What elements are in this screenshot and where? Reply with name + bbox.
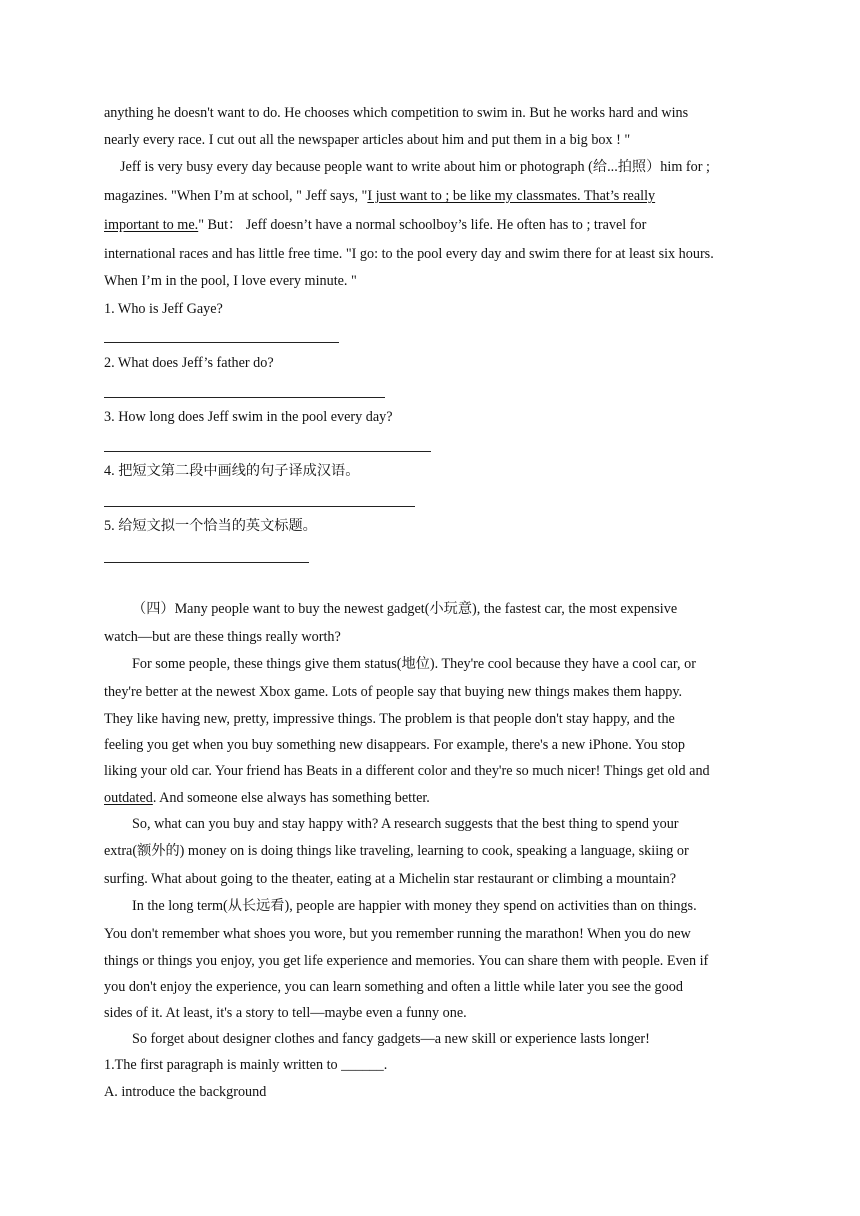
passage-line (104, 788, 430, 808)
passage-line: anything he doesn't want to do. He chooses which competition to swim in. But he works hard and wins (104, 105, 689, 121)
answer-line (104, 506, 415, 507)
underlined-sentence: I just want to ; be like my classmates. That’s really (367, 188, 656, 204)
underlined-word: outdated (104, 790, 153, 806)
passage-line: watch—but are these things really worth? (104, 629, 341, 645)
passage-line: things or things you enjoy, you get life experience and memories. You can share them with people. Even if (104, 953, 709, 969)
passage-line: So forget about designer clothes and fancy gadgets—a new skill or experience lasts longer! (132, 1031, 650, 1047)
question: 3. How long does Jeff swim in the pool every day? (104, 409, 393, 425)
passage-line (104, 215, 646, 235)
passage-line: surfing. What about going to the theater, eating at a Michelin star restaurant or climbing a mountain? (104, 871, 677, 887)
passage-line: You don't remember what shoes you wore, but you remember running the marathon! When you do new (104, 926, 691, 942)
answer-line (104, 342, 339, 343)
text-segment: . And someone else always has something better. (152, 790, 430, 806)
answer-option: A. introduce the background (104, 1084, 267, 1100)
passage-line: Jeff is very busy every day because people want to write about him or photograph (给...拍照）him for ; (120, 159, 710, 175)
passage-line: you don't enjoy the experience, you can learn something and often a little while later you see the good (104, 979, 683, 995)
passage-line: international races and has little free time. "I go: to the pool every day and swim there for at least six hours. (104, 246, 714, 262)
passage-line: feeling you get when you buy something new disappears. For example, there's a new iPhone. You stop (104, 737, 685, 753)
passage-line (104, 186, 655, 206)
question: 1. Who is Jeff Gaye? (104, 301, 223, 317)
underlined-sentence: important to me. (104, 217, 199, 233)
passage-line: So, what can you buy and stay happy with? A research suggests that the best thing to spend your (132, 816, 679, 832)
question: 1.The first paragraph is mainly written to ______. (104, 1057, 388, 1073)
passage-line: They like having new, pretty, impressive things. The problem is that people don't stay happy, and the (104, 711, 675, 727)
answer-line (104, 451, 431, 452)
passage-line: liking your old car. Your friend has Beats in a different color and they're so much nicer! Things get old and (104, 763, 710, 779)
question: 5. 给短文拟一个恰当的英文标题。 (104, 518, 317, 534)
passage-line: For some people, these things give them status(地位). They're cool because they have a cool car, or (132, 656, 696, 672)
passage-line: sides of it. At least, it's a story to tell—maybe even a funny one. (104, 1005, 467, 1021)
question: 2. What does Jeff’s father do? (104, 355, 274, 371)
passage-line: （四）Many people want to buy the newest gadget(小玩意), the fastest car, the most expensive (132, 601, 678, 617)
passage-line: When I’m in the pool, I love every minute. " (104, 273, 357, 289)
answer-line (104, 562, 309, 563)
passage-line: In the long term(从长远看), people are happier with money they spend on activities than on things. (132, 898, 697, 914)
question: 4. 把短文第二段中画线的句子译成汉语。 (104, 463, 360, 479)
answer-line (104, 397, 385, 398)
passage-line: nearly every race. I cut out all the newspaper articles about him and put them in a big box ! " (104, 132, 631, 148)
passage-line: they're better at the newest Xbox game. Lots of people say that buying new things makes them happy. (104, 684, 683, 700)
text-segment: " But： Jeff doesn’t have a normal schoolboy’s life. He often has to ; travel for (198, 217, 647, 233)
passage-line: extra(额外的) money on is doing things like traveling, learning to cook, speaking a language, skiing or (104, 843, 689, 859)
text-segment: magazines. "When I’m at school, " Jeff says, " (104, 188, 368, 204)
